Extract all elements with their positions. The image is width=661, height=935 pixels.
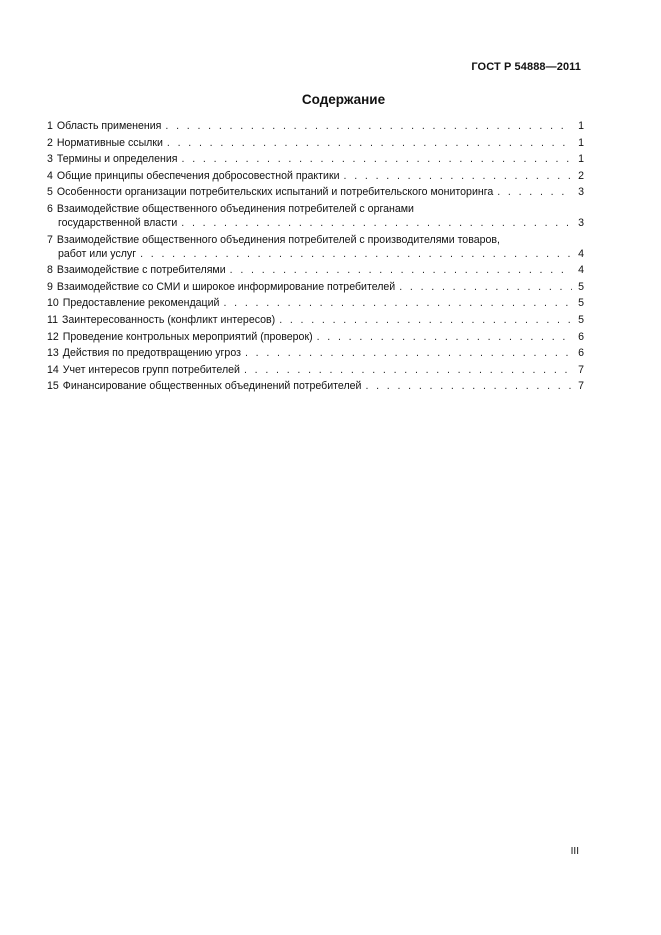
toc-title: Содержание (301, 92, 386, 107)
toc-entry-page: 7 (578, 380, 584, 393)
toc-entry-number: 3 (47, 153, 53, 166)
toc-entry[interactable] (47, 152, 584, 166)
toc-entry-title: Нормативные ссылки (56, 136, 163, 149)
toc-entry-line (47, 119, 584, 133)
toc-entry-line (47, 296, 584, 310)
toc-entry-page: 6 (578, 347, 584, 360)
toc-entry-title: Финансирование общественных объединений потребителей (62, 380, 362, 393)
toc-entry-title: государственной власти (58, 216, 178, 229)
toc-entry[interactable] (47, 233, 584, 261)
toc-entry-title: работ или услуг (58, 247, 137, 260)
toc-entry[interactable] (47, 330, 584, 344)
dot-leader (182, 152, 572, 166)
dot-leader (167, 136, 572, 150)
toc-entry-title: Учет интересов групп потребителей (62, 363, 240, 376)
toc-entry-title: Действия по предотвращению угроз (62, 347, 241, 360)
toc-entry-number: 12 (47, 330, 59, 343)
toc-entry[interactable] (47, 346, 584, 360)
toc-entry-page: 4 (578, 247, 584, 260)
toc-entry-number: 10 (47, 297, 59, 310)
page-number: III (570, 846, 579, 857)
toc-entry-line (47, 169, 584, 183)
dot-leader (365, 379, 572, 393)
toc-entry-title: Заинтересованность (конфликт интересов) (62, 313, 276, 326)
toc-entry-number: 15 (47, 380, 59, 393)
dot-leader (140, 247, 572, 261)
toc-entry-number: 7 (47, 233, 53, 246)
dot-leader (223, 296, 572, 310)
toc-entry-line (47, 346, 584, 360)
toc-entry-line (47, 216, 584, 230)
toc-entry-page: 5 (578, 280, 584, 293)
toc-entry-line (47, 263, 584, 277)
toc-entry-number: 4 (47, 169, 53, 182)
toc-entry-line (47, 247, 584, 261)
toc-entry[interactable] (47, 296, 584, 310)
toc-entry[interactable] (47, 136, 584, 150)
toc-entry-title: Взаимодействие общественного объединения потребителей с производителями товаров, (56, 233, 500, 246)
toc-entry-page: 1 (578, 153, 584, 166)
toc-entry-page: 3 (578, 186, 584, 199)
toc-entry-number: 5 (47, 186, 53, 199)
dot-leader (245, 346, 572, 360)
document-code: ГОСТ Р 54888—2011 (471, 61, 581, 73)
dot-leader (344, 169, 572, 183)
toc-entry-line (47, 330, 584, 344)
toc-entry-page: 7 (578, 363, 584, 376)
toc-entry-line (47, 136, 584, 150)
toc-entry-title: Взаимодействие с потребителями (56, 264, 226, 277)
toc-entry[interactable] (47, 280, 584, 294)
toc-entry-title: Предоставление рекомендаций (62, 297, 220, 310)
toc-entry-line (47, 379, 584, 393)
toc-entry-number: 6 (47, 202, 53, 215)
toc-entry-title: Проведение контрольных мероприятий (проверок) (62, 330, 313, 343)
toc-entry-page: 4 (578, 264, 584, 277)
toc-entry-title: Общие принципы обеспечения добросовестной практики (56, 169, 340, 182)
toc-entry-page: 5 (578, 313, 584, 326)
dot-leader (230, 263, 572, 277)
toc-entry-number: 9 (47, 280, 53, 293)
toc-entry-line (47, 152, 584, 166)
toc-entry[interactable] (47, 313, 584, 327)
toc-entry-title: Термины и определения (56, 153, 178, 166)
dot-leader (399, 280, 572, 294)
toc-entry[interactable] (47, 185, 584, 199)
toc-entry-page: 6 (578, 330, 584, 343)
table-of-contents (47, 119, 584, 396)
toc-entry[interactable] (47, 379, 584, 393)
toc-entry-line (47, 202, 584, 216)
toc-entry[interactable] (47, 263, 584, 277)
dot-leader (181, 216, 572, 230)
toc-entry-page: 2 (578, 169, 584, 182)
toc-entry-number: 14 (47, 363, 59, 376)
toc-entry-title: Взаимодействие со СМИ и широкое информирование потребителей (56, 280, 396, 293)
dot-leader (165, 119, 572, 133)
toc-entry-title: Область применения (56, 120, 162, 132)
toc-entry-number: 2 (47, 136, 53, 149)
toc-entry-line (47, 233, 584, 247)
toc-entry-title: Особенности организации потребительских испытаний и потребительского мониторинга (56, 186, 494, 199)
toc-entry[interactable] (47, 202, 584, 230)
toc-entry-number: 11 (47, 313, 58, 326)
toc-entry-number: 13 (47, 347, 59, 360)
toc-entry-line (47, 363, 584, 377)
dot-leader (279, 313, 572, 327)
toc-entry-title: Взаимодействие общественного объединения потребителей с органами (56, 202, 414, 215)
toc-entry[interactable] (47, 169, 584, 183)
toc-entry-page: 3 (578, 216, 584, 229)
toc-entry[interactable] (47, 119, 584, 133)
toc-entry-line (47, 280, 584, 294)
dot-leader (244, 363, 572, 377)
toc-entry[interactable] (47, 363, 584, 377)
toc-entry-number: 8 (47, 264, 53, 277)
toc-entry-page: 5 (578, 297, 584, 310)
toc-entry-number: 1 (47, 120, 53, 132)
toc-entry-page: 1 (578, 136, 584, 149)
dot-leader (317, 330, 572, 344)
toc-entry-line (47, 185, 584, 199)
toc-entry-page: 1 (578, 120, 584, 132)
toc-entry-line (47, 313, 584, 327)
dot-leader (497, 185, 572, 199)
